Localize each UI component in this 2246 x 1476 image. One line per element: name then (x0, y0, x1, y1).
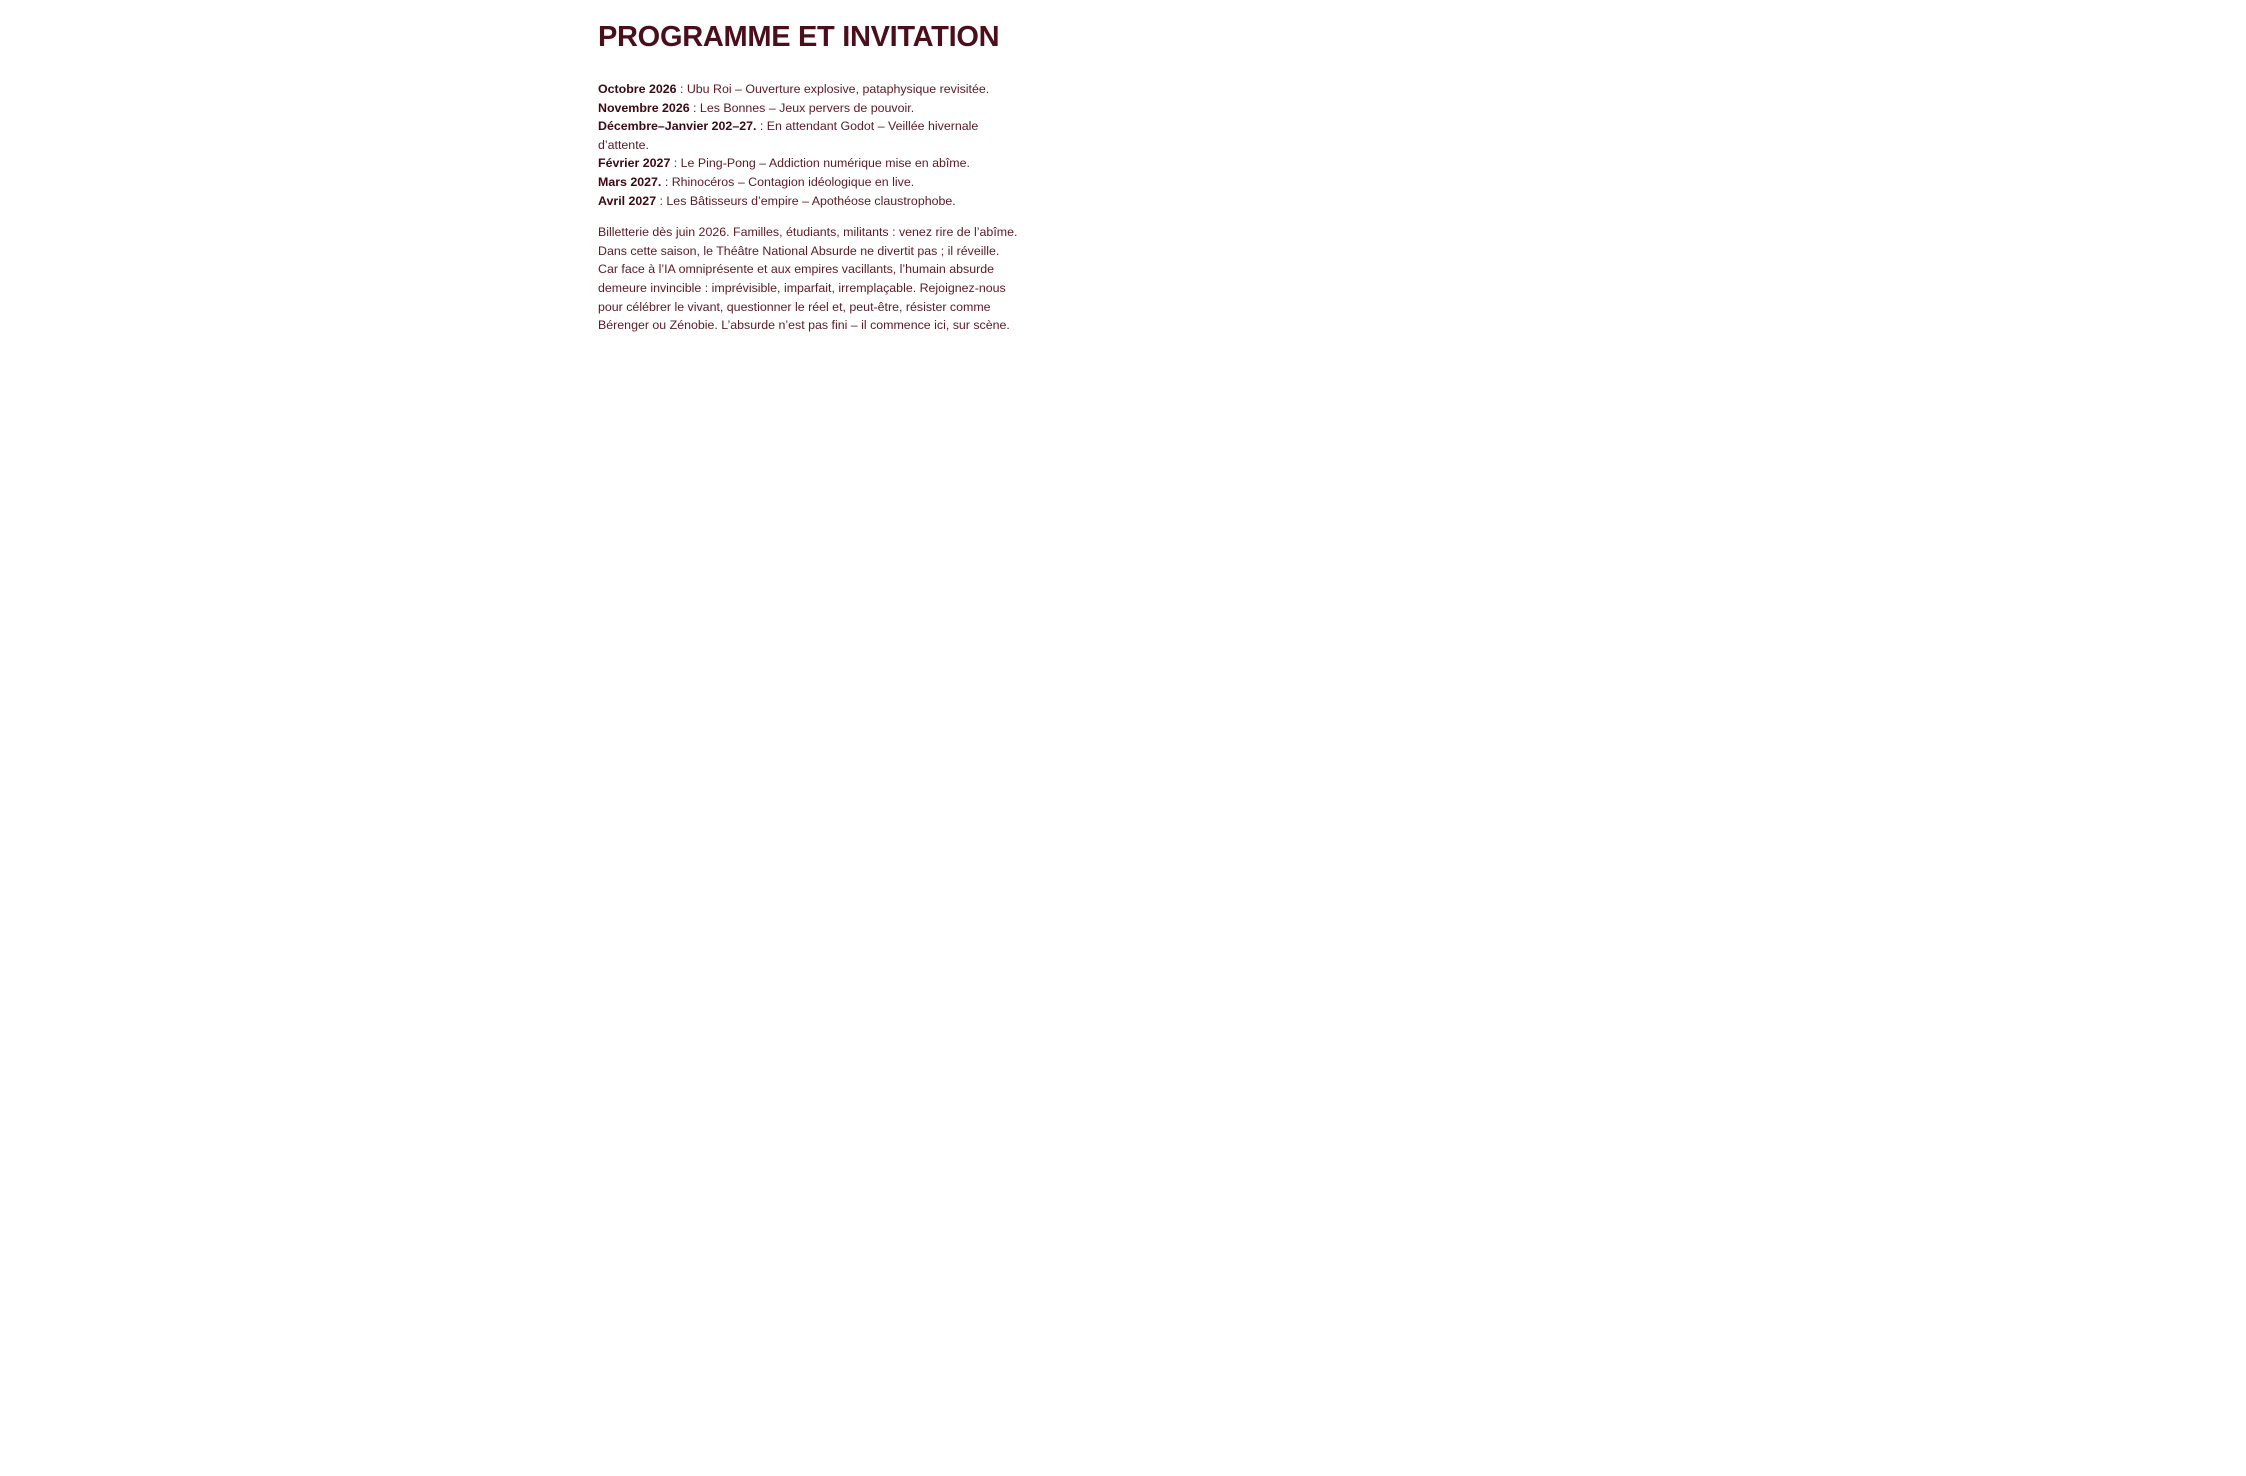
programme-date: Avril 2027 (598, 193, 657, 208)
programme-description: : Ubu Roi – Ouverture explosive, pataphysique revisitée. (676, 82, 990, 96)
programme-item (598, 173, 1018, 192)
programme-description: : Le Ping-Pong – Addiction numérique mise en abîme. (670, 156, 970, 171)
programme-description: : Rhinocéros – Contagion idéologique en live. (661, 174, 915, 189)
invitation-paragraph: Billetterie dès juin 2026. Familles, étudiants, militants : venez rire de l’abîme. Dans cette saison, le Théâtre National Absurde ne divertit pas ; il réveille. Car face à l’IA omniprésente et aux empires vacillants, l’humain absurde demeure invincible : imprévisible, imparfait, irremplaçable. Rejoignez-nous pour célébrer le vivant, questionner le réel et, peut-être, résister comme Bérenger ou Zénobie. L’absurde n’est pas fini – il commence ici, sur scène. (598, 225, 1018, 333)
programme-item (598, 80, 1018, 99)
programme-item (598, 192, 1018, 211)
programme-list (598, 80, 1018, 210)
section-title: PROGRAMME ET INVITATION (598, 21, 1000, 53)
programme-item (598, 154, 1018, 173)
programme-date: Mars 2027. (598, 174, 662, 189)
programme-description: : Les Bâtisseurs d’empire – Apothéose claustrophobe. (656, 193, 956, 208)
programme-section (598, 18, 1018, 347)
programme-description: : Les Bonnes – Jeux pervers de pouvoir. (689, 100, 915, 115)
programme-item (598, 117, 1018, 154)
programme-date: Novembre 2026 (598, 100, 690, 115)
programme-item (598, 99, 1018, 118)
programme-date: Octobre 2026 (598, 82, 677, 96)
programme-date: Février 2027 (598, 156, 671, 171)
programme-description: : En attendant Godot – Veillée hivernale d’attente. (598, 119, 979, 152)
programme-date: Décembre–Janvier 202–27. (598, 119, 757, 134)
